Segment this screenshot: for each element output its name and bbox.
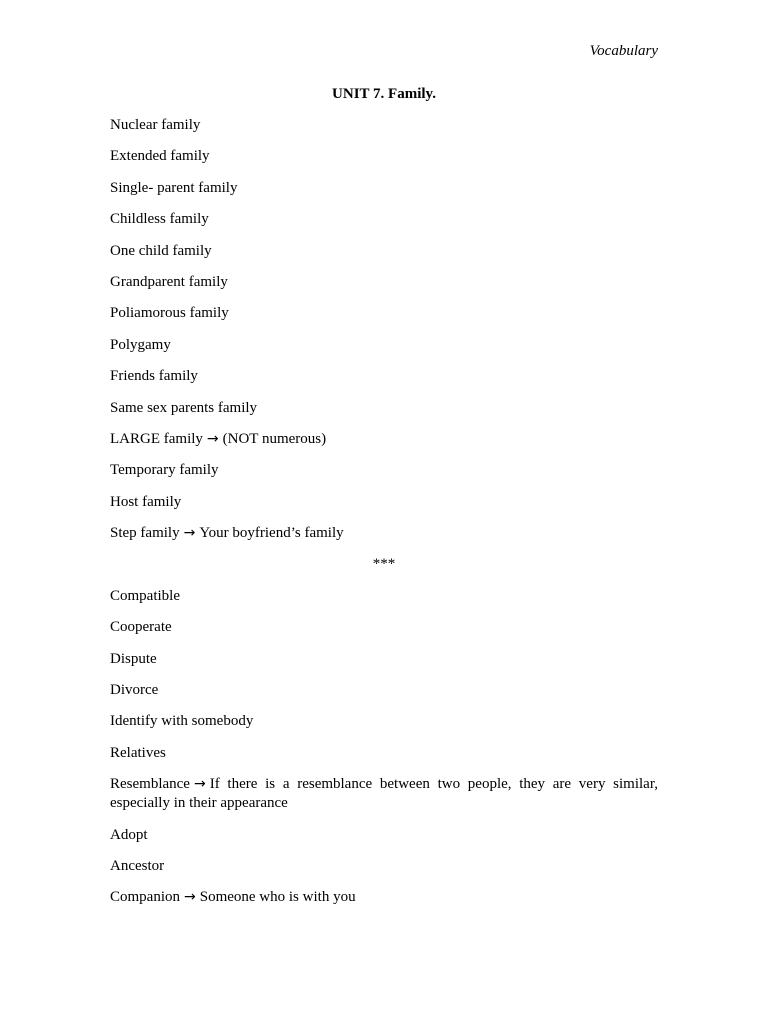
entry-term: Friends family — [110, 368, 198, 385]
entry-term: Poliamorous family — [110, 305, 229, 322]
vocab-entry-ancestor — [110, 857, 658, 876]
entry-term: Single- parent family — [110, 179, 238, 196]
family-type-entry-friends-family — [110, 367, 658, 386]
arrow-right-icon: → — [193, 776, 206, 793]
family-type-entry-childless-family — [110, 210, 658, 229]
family-type-entry-large-family — [110, 430, 658, 449]
vocab-entry-adopt — [110, 826, 658, 845]
entry-term: Temporary family — [110, 462, 219, 479]
entry-term: Resemblance — [110, 776, 190, 793]
arrow-right-icon: → — [206, 430, 219, 447]
vocabulary-list — [110, 116, 658, 920]
vocab-entry-resemblance — [110, 775, 658, 813]
family-type-entry-one-child-family — [110, 242, 658, 261]
family-type-entry-polygamy — [110, 336, 658, 355]
entry-term: Host family — [110, 493, 182, 510]
arrow-right-icon: → — [183, 525, 196, 542]
entry-note: Your boyfriend’s family — [199, 525, 344, 542]
vocab-entry-relatives — [110, 744, 658, 763]
unit-title: UNIT 7. Family. — [332, 86, 436, 102]
entry-term: Step family — [110, 525, 180, 542]
vocab-entry-compatible — [110, 587, 658, 606]
entry-term: Childless family — [110, 211, 209, 228]
entry-term: Divorce — [110, 682, 159, 699]
entry-note: (NOT numerous) — [222, 430, 327, 447]
entry-term: Dispute — [110, 650, 157, 667]
vocab-entry-companion — [110, 888, 658, 907]
entry-term: Compatible — [110, 587, 180, 604]
entry-term: Polygamy — [110, 336, 171, 353]
vocabulary-terms-list — [110, 587, 658, 908]
family-type-entry-extended-family — [110, 147, 658, 166]
family-type-entry-same-sex-parents-family — [110, 399, 658, 418]
entry-note: Someone who is with you — [199, 889, 356, 906]
vocab-entry-cooperate — [110, 618, 658, 637]
family-type-entry-host-family — [110, 493, 658, 512]
vocab-entry-identify-with-somebody — [110, 712, 658, 731]
entry-term: Cooperate — [110, 619, 172, 636]
vocab-entry-dispute — [110, 650, 658, 669]
arrow-right-icon: → — [184, 889, 196, 906]
vocab-entry-divorce — [110, 681, 658, 700]
family-type-entry-poliamorous-family — [110, 304, 658, 323]
family-type-entry-nuclear-family — [110, 116, 658, 135]
family-type-entry-grandparent-family — [110, 273, 658, 292]
family-types-list — [110, 116, 658, 543]
entry-term: Companion — [110, 889, 180, 906]
entry-term: Relatives — [110, 744, 166, 761]
entry-term: Identify with somebody — [110, 713, 254, 730]
entry-term: Grandparent family — [110, 273, 228, 290]
entry-term: Ancestor — [110, 857, 165, 874]
running-header: Vocabulary — [589, 43, 658, 59]
family-type-entry-temporary-family — [110, 461, 658, 480]
entry-term: Extended family — [110, 148, 210, 165]
family-type-entry-step-family — [110, 524, 658, 543]
section-separator: *** — [372, 556, 396, 573]
entry-term: LARGE family — [110, 430, 203, 447]
entry-term: One child family — [110, 242, 212, 259]
entry-term: Same sex parents family — [110, 399, 258, 416]
entry-term: Nuclear family — [110, 117, 201, 133]
family-type-entry-single-parent-family — [110, 179, 658, 198]
entry-note: If there is a resemblance between two people, they are very similar, especially in their appearance — [110, 776, 658, 812]
entry-term: Adopt — [110, 826, 148, 843]
